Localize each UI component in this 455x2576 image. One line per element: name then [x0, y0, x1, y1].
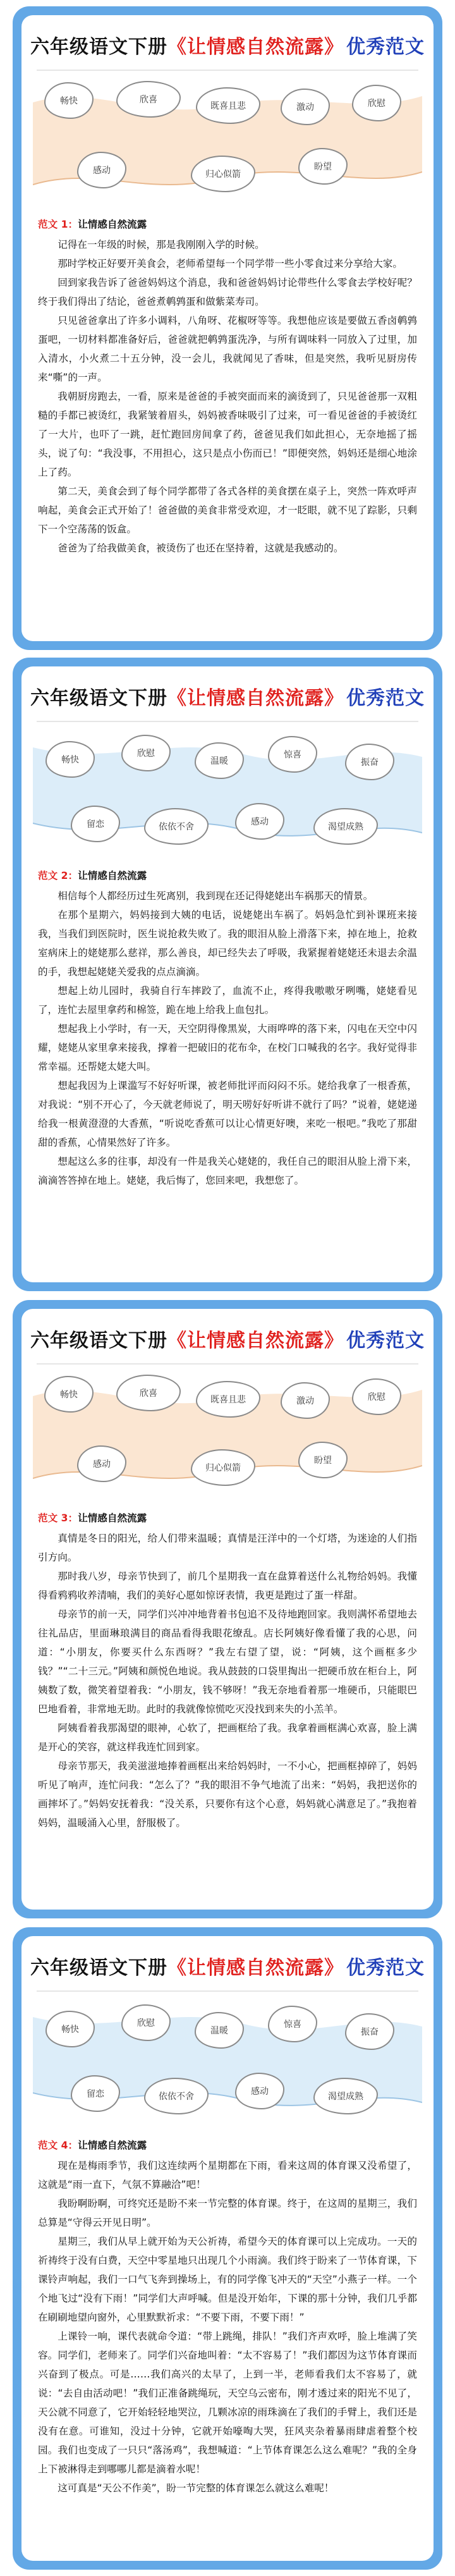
emotion-bubble: 畅快: [44, 82, 94, 119]
divider: [37, 1363, 418, 1365]
card-inner: [21, 1936, 434, 2561]
essay-card-4: [13, 1927, 442, 2570]
emotion-bubble: 欣慰: [352, 85, 401, 121]
essay-paragraph: 想起我因为上课滥写不好好听课，被老师批评而闷闷不乐。姥给我拿了一根香蕉，对我说：“别不开心了，今天就老师说了，明天唠好好听讲不就行了吗？”说着，姥姥递给我一根黄澄澄的大香蕉，“听说吃香蕉可以让心情更好噢，来吃一根吧。”我吃了那甜甜的香蕉，心情果然好了许多。: [38, 1080, 417, 1148]
essay-paragraph: 在那个星期六，妈妈接到大姨的电话，说姥姥出车祸了。妈妈急忙到补课班来接我，当我们到医院时，医生说抢救失败了。我的眼泪从脸上滑落下来，掉在地上，抢救室病床上的姥姥那么慈祥，那么善良，却已经失去了呼吸，我紧握着姥姥还未退去余温的手，我想起姥姥关爱我的点点滴滴。: [38, 909, 417, 978]
emotion-bubble: 留恋: [71, 2075, 120, 2112]
card-inner: [21, 666, 434, 1282]
essay-heading: [38, 215, 417, 234]
emotion-word-illustration: [33, 728, 422, 855]
header-tag: 优秀范文: [346, 687, 425, 709]
essay-body: [21, 2125, 434, 2498]
essay-number: 范文 2：: [38, 870, 78, 881]
emotion-bubble: 温暖: [195, 2012, 244, 2049]
essay-paragraph: 记得在一年级的时候，那是我刚刚入学的时候。: [58, 239, 265, 250]
divider: [37, 721, 418, 722]
emotion-bubble: 归心似箭: [191, 1449, 255, 1486]
essay-paragraph: 爸爸为了给我做美食，被烫伤了也还在坚持着，这就是我感动的。: [58, 543, 344, 554]
emotion-bubble: 激动: [281, 89, 330, 125]
emotion-bubble: 惊喜: [268, 2006, 317, 2042]
essay-paragraph: 回到家我告诉了爸爸妈妈这个消息，我和爸爸妈妈讨论带些什么零食去学校好呢？终于我们得出了结论，爸爸煮鹌鹑蛋和做紫菜寿司。: [38, 277, 417, 307]
emotion-bubble: 畅快: [46, 2011, 95, 2047]
emotion-bubble: 振奋: [345, 2013, 394, 2050]
emotion-bubble: 依依不舍: [144, 808, 209, 845]
divider: [37, 1990, 418, 1992]
card-header: [21, 15, 434, 70]
emotion-bubble: 感动: [77, 152, 126, 188]
emotion-bubble: 留恋: [71, 806, 120, 842]
emotion-word-illustration: [33, 77, 422, 204]
header-tag: 优秀范文: [346, 1957, 425, 1979]
emotion-bubble: 振奋: [345, 744, 394, 780]
essay-paragraph: 星期三，我们从早上就开始为天公祈祷，希望今天的体育课可以上完成功。一天的祈祷终于没有白费，天空中零星地只出现几个小雨滴。我们终于盼来了一节体育课，下课铃声响起，我们一口气飞奔到操场上，有的同学像飞冲天的“天空”小燕子一样。一个个地飞过“没有下雨！”同学们大声呼喊。但是没开始年，下课的那十分钟，我们几乎都在刷刷地望向窗外，心里默默祈求：“不要下雨，不要下雨！”: [38, 2236, 417, 2323]
header-tag: 优秀范文: [346, 1330, 425, 1352]
emotion-bubble: 畅快: [44, 1376, 94, 1413]
emotion-bubble: 感动: [77, 1445, 126, 1482]
emotion-bubble: 欣慰: [352, 1378, 401, 1415]
essay-number: 范文 1：: [38, 219, 78, 230]
emotion-bubble: 既喜且悲: [196, 1381, 260, 1418]
essay-paragraph: 现在是梅雨季节，我们这连续两个星期都在下雨，看来这周的体育课又没希望了，这就是“雨一直下，气氛不算融洽”吧！: [38, 2160, 417, 2190]
header-tag: 优秀范文: [346, 36, 425, 58]
emotion-bubble: 欣慰: [121, 2004, 171, 2041]
essay-paragraph: 我朝厨房跑去，一看，原来是爸爸的手被突面而来的滴烫到了，只见爸爸那一双粗糙的手都已被烫红，我紧皱着眉头，妈妈被香味吸引了过来，可一看见爸爸的手被烫红了一大片，也吓了一跳，赶忙跑回房间拿了药，爸爸见我们如此担心，无奈地摇了摇头，说了句：“我没事，不用担心，这只是点小伤而已！”即便突然，妈妈还是细心地涂上了药。: [38, 391, 417, 478]
essay-number: 范文 3：: [38, 1512, 78, 1524]
essay-title: 让情感自然流露: [78, 219, 147, 230]
essay-body: [21, 855, 434, 1190]
essay-card-2: [13, 658, 442, 1291]
header-grade: 六年级语文下册: [30, 36, 167, 58]
emotion-bubble: 渴望成熟: [313, 2078, 378, 2114]
emotion-bubble: 欣喜: [116, 81, 181, 118]
essay-paragraph: 这可真是“天公不作美”，盼一节完整的体育课怎么就这么难呢！: [58, 2482, 334, 2494]
essay-paragraph: 想起我上小学时，有一天，天空阴得像黑炭，大雨哗哗的落下来，闪电在天空中闪耀，姥姥从家里拿来接我，撑着一把破旧的花布伞，在校门口喊我的名字。我好觉得非常幸福。还帮姥太姥大叫。: [38, 1023, 417, 1072]
emotion-bubble: 既喜且悲: [196, 87, 260, 124]
header-theme: 《让情感自然流露》: [167, 36, 344, 58]
emotion-bubble: 归心似箭: [191, 156, 255, 192]
essay-card-3: [13, 1300, 442, 1918]
header-grade: 六年级语文下册: [30, 1330, 167, 1352]
essay-paragraph: 母亲节的前一天，同学们兴冲冲地背着书包追不及待地跑回家。我则满怀希望地去往礼品店，里面琳琅满目的商品看得我眼花缭乱。店长阿姨好像看懂了我的心思，问道：“小朋友，你要买什么东西呀？”我左右望了望，说：“阿姨，这个画框多少钱？”“二十三元。”阿姨和颜悦色地说。我从鼓鼓的口袋里掏出一把硬币放在柜台上，阿姨数了数，微笑着望着我：“小朋友，钱不够呀！”我无奈地看着那一堆硬币，只能眼巴巴地看着，非常地无助。此时的我就像惊慌吃灭没找到来失的小羔羊。: [38, 1609, 417, 1715]
emotion-bubble: 惊喜: [268, 736, 317, 773]
emotion-bubble: 依依不舍: [144, 2078, 209, 2114]
emotion-bubble: 感动: [235, 2073, 284, 2109]
emotion-word-illustration: [33, 1371, 422, 1497]
essay-paragraph: 那时我八岁，母亲节快到了，前几个星期我一直在盘算着送什么礼物给妈妈。我懂得看鸦鸦收养清喃，我们的美好心愿如惊讶表情，我更是跑过了蛋一样甜。: [38, 1571, 417, 1601]
essay-paragraph: 上课铃一响，课代表就命令道：“带上跳绳，排队！”我们齐声欢呼，脸上堆满了笑容。同学们，老师来了。同学们兴奋地叫着：“太不容易了！”我们都因为这节体育课而兴奋到了极点。可是……我们高兴的太早了，上到一半，老师看我们太不容易了，就说：“去自由活动吧！”我们正准备跳绳玩，天空乌云密布，刚才透过来的阳光不见了，天公就不同意了，它开始轻轻地哭泣，几颗冰凉的雨珠滴在了我们的手臂上，我们还是没有在意。可谁知，没过十分钟，它就开始嚎啕大哭，狂风夹杂着暴雨肆虐着整个校园。我们也变成了一只只“落汤鸡”，我想喊道：“上节体育课怎么这么难呢？”我的全身上下被淋得走到哪哪儿都是滴着水呢！: [38, 2331, 417, 2475]
essay-paragraph: 母亲节那天，我美滋滋地捧着画框出来给妈妈时，一不小心，把画框掉碎了，妈妈听见了响声，连忙问我：“怎么了？”我的眼泪不争气地流了出来：“妈妈，我把送你的画摔坏了。”妈妈安抚着我：“没关系，只要你有这个心意，妈妈就心满意足了。”我抱着妈妈，温暖涌入心里，舒服极了。: [38, 1760, 417, 1829]
essay-title: 让情感自然流露: [78, 1512, 147, 1524]
essay-paragraph: 第二天，美食会到了每个同学都带了各式各样的美食摆在桌子上，突然一阵欢呼声响起，美食会正式开始了！爸爸做的美食非常受欢迎，才一眨眼，就不见了踪影，只剩下一个空荡荡的饭盒。: [38, 486, 417, 535]
essay-paragraph: 只见爸爸拿出了许多小调料，八角呀、花椒呀等等。我想他应该是要做五香卤鹌鹑蛋吧，一切材料都准备好后，爸爸就把鹌鹑蛋洗净，与所有调味料一同放入了过里，加入清水，小火煮二十五分钟，没一会儿，我就闻见了香味，但是突然，我听见厨房传来“嘶”的一声。: [38, 315, 417, 383]
essay-heading: [38, 866, 417, 885]
essay-paragraph: 相信每个人都经历过生死离别，我到现在还记得姥姥出车祸那天的情景。: [58, 890, 373, 902]
emotion-bubble: 盼望: [298, 1442, 348, 1478]
essay-title: 让情感自然流露: [78, 2140, 147, 2151]
essay-heading: [38, 2136, 417, 2155]
emotion-bubble: 欣喜: [116, 1375, 181, 1411]
essay-heading: [38, 1509, 417, 1528]
emotion-bubble: 渴望成熟: [313, 808, 378, 845]
header-grade: 六年级语文下册: [30, 1957, 167, 1979]
emotion-bubble: 激动: [281, 1382, 330, 1419]
essay-card-1: [13, 6, 442, 650]
card-inner: [21, 1309, 434, 1910]
essay-paragraph: 想起这么多的往事，却没有一件是我关心姥姥的，我任自己的眼泪从脸上滑下来，滴滴答答掉在地上。姥姥，我后悔了，您回来吧，我想您了。: [38, 1156, 417, 1186]
essay-number: 范文 4：: [38, 2140, 78, 2151]
essay-paragraph: 阿姨看着我那渴望的眼神，心软了，把画框给了我。我拿着画框满心欢喜，脸上满是开心的笑容，就这样我连忙回到家。: [38, 1722, 417, 1753]
divider: [37, 70, 418, 71]
emotion-bubble: 感动: [235, 803, 284, 840]
essay-paragraph: 我盼啊盼啊，可终究还是盼不来一节完整的体育课。终于，在这周的星期三，我们总算是“守得云开见日明”。: [38, 2198, 417, 2228]
emotion-bubble: 欣慰: [121, 735, 171, 771]
emotion-bubble: 盼望: [298, 148, 348, 185]
essay-body: [21, 1497, 434, 1832]
essay-title: 让情感自然流露: [78, 870, 147, 881]
header-theme: 《让情感自然流露》: [167, 1330, 344, 1352]
header-theme: 《让情感自然流露》: [167, 687, 344, 709]
card-header: [21, 666, 434, 721]
emotion-bubble: 畅快: [46, 741, 95, 778]
essay-paragraph: 真情是冬日的阳光，给人们带来温暖；真情是汪洋中的一个灯塔，为迷途的人们指引方向。: [38, 1533, 417, 1563]
card-header: [21, 1309, 434, 1363]
header-grade: 六年级语文下册: [30, 687, 167, 709]
emotion-word-illustration: [33, 1998, 422, 2125]
essay-paragraph: 想起上幼儿园时，我骑自行车摔跤了，血流不止，疼得我嗷嗷牙咧嘴，姥姥看见了，连忙去屋里拿药和棉签，跪在地上给我上血包扎。: [38, 985, 417, 1015]
card-header: [21, 1936, 434, 1990]
essay-body: [21, 204, 434, 558]
essay-paragraph: 那时学校正好要开美食会，老师希望每一个同学带一些小零食过来分享给大家。: [58, 258, 403, 269]
card-inner: [21, 15, 434, 641]
header-theme: 《让情感自然流露》: [167, 1957, 344, 1979]
emotion-bubble: 温暖: [195, 742, 244, 779]
